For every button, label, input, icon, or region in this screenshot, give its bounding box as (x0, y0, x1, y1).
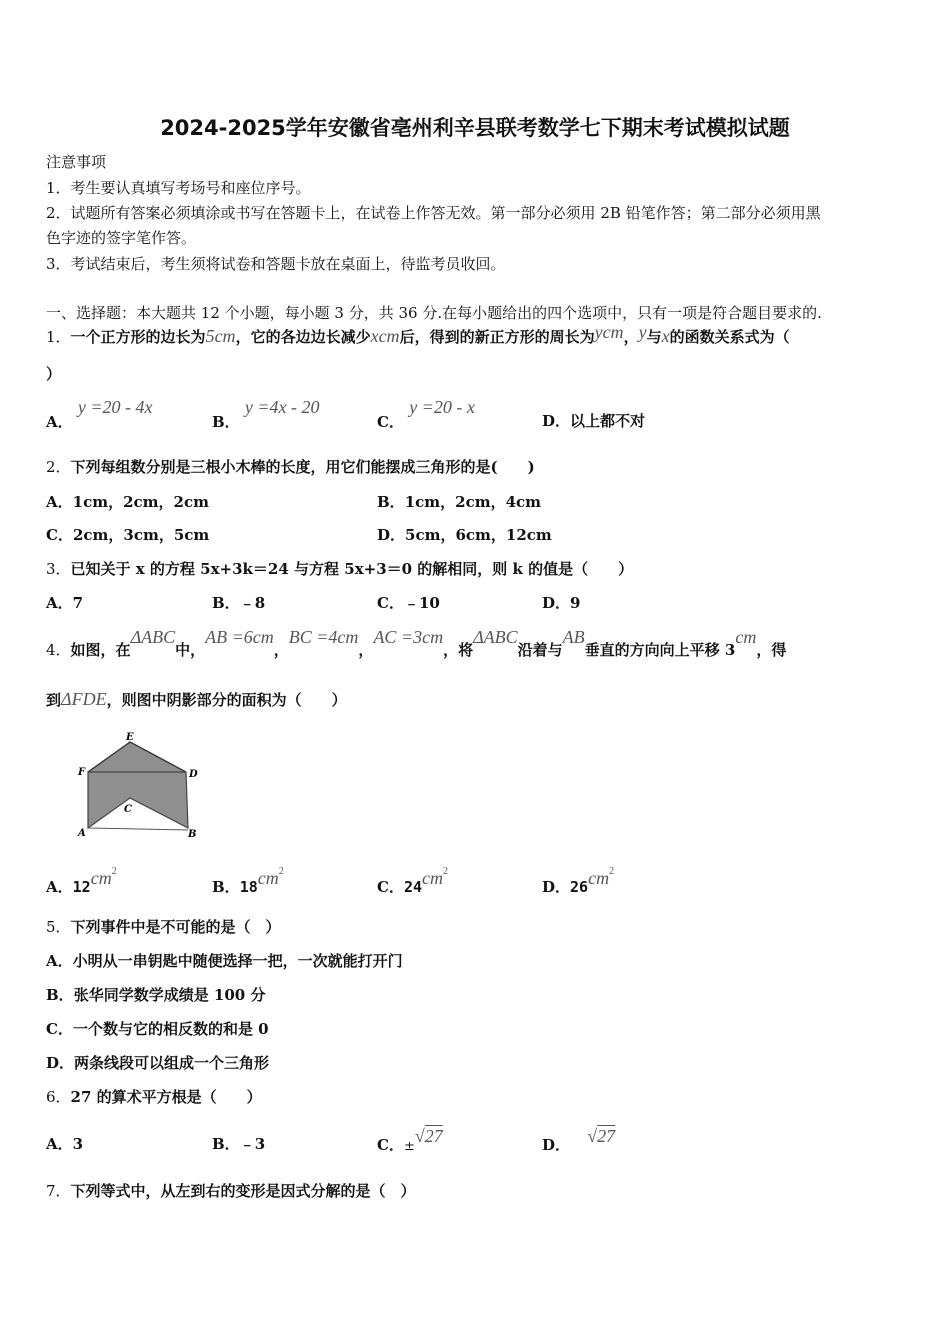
q2-option-a[interactable] (46, 492, 209, 512)
q5-option-a[interactable] (46, 951, 403, 971)
math-expr: ycm (594, 322, 624, 342)
math-expr: y =4x - 20 (244, 397, 320, 417)
option-label: B． (46, 986, 74, 1004)
radicand: 27 (424, 1126, 443, 1146)
q-text: 已知关于 x 的方程 5x+3k＝24 与方程 5x+3＝0 的解相同，则 k 的值是（ ） (70, 560, 634, 578)
math-expr: AB (562, 627, 585, 647)
q-text: 与 (646, 328, 662, 346)
option-text: ﹣10 (403, 594, 440, 612)
q-text: 沿着与 (517, 641, 563, 659)
option-label: A． (46, 952, 73, 970)
q-text: 后，得到的新正方形的周长为 (399, 328, 595, 346)
option-label: C． (46, 1020, 73, 1038)
option-label: D． (542, 594, 571, 612)
option-label: C． (377, 594, 404, 612)
question-number: 6． (46, 1088, 71, 1106)
q-text: 中， (175, 641, 206, 659)
q-text: 垂直的方向向上平移 3 (584, 641, 736, 659)
option-text: ﹣8 (239, 594, 266, 612)
option-label: D． (542, 1136, 571, 1154)
option-value: 26 (570, 878, 589, 896)
q6-option-c[interactable] (377, 1126, 443, 1157)
q-text: ，它的各边边长减少 (235, 328, 371, 346)
q-text: ，将 (443, 641, 474, 659)
q5-option-b[interactable] (46, 985, 265, 1005)
unit: cm (257, 868, 279, 888)
q1-option-c[interactable] (377, 397, 475, 432)
math-expr: AC =3cm (373, 627, 444, 647)
q3-option-d[interactable] (542, 593, 580, 613)
q-text: ，则图中阴影部分的面积为（ ） (106, 691, 347, 709)
option-label: D． (377, 526, 406, 544)
option-text: 两条线段可以组成一个三角形 (74, 1054, 270, 1072)
question-4 (46, 627, 787, 660)
q-text: 27 的算术平方根是（ ） (70, 1088, 262, 1106)
q-text: 如图，在 (70, 641, 131, 659)
question-number: 5． (46, 918, 71, 936)
segment-ab (88, 828, 188, 830)
section-heading: 一、选择题：本大题共 12 个小题，每小题 3 分，共 36 分.在每小题给出的四个选项中，只有一项是符合题目要求的. (46, 304, 822, 322)
q-text: 下列事件中是不可能的是（ ） (70, 918, 281, 936)
question-3 (46, 559, 633, 579)
q4-option-d[interactable] (542, 866, 615, 897)
unit: cm (90, 868, 112, 888)
q1-option-b[interactable] (212, 397, 320, 432)
option-label: C． (377, 1136, 404, 1154)
math-expr: AB =6cm (205, 627, 274, 647)
unit: cm (588, 868, 610, 888)
option-label: B． (377, 493, 405, 511)
option-value: 18 (239, 878, 258, 896)
notice-item: 2．试题所有答案必须填涂或书写在答题卡上，在试卷上作答无效。第一部分必须用 2B 铅笔作答；第二部分必须用黑 (46, 204, 821, 222)
q2-option-c[interactable] (46, 525, 209, 545)
q3-option-a[interactable] (46, 593, 83, 613)
q2-option-b[interactable] (377, 492, 541, 512)
option-text: 一个数与它的相反数的和是 0 (72, 1020, 269, 1038)
option-label: C． (377, 878, 404, 896)
plus-minus: ± (403, 1139, 415, 1154)
q-text: ， (273, 641, 289, 659)
option-text: 以上都不对 (570, 412, 646, 430)
option-value: 24 (403, 878, 423, 896)
option-label: C． (377, 413, 404, 431)
question-5 (46, 917, 281, 937)
label-f: F (78, 767, 86, 778)
math-expr: y =20 - x (409, 397, 475, 417)
option-text: 7 (72, 594, 84, 612)
q-text: ，得 (756, 641, 787, 659)
notice-item: 色字迹的签字笔作答。 (46, 229, 197, 247)
q1-option-a[interactable] (46, 397, 153, 432)
option-label: D． (542, 878, 571, 896)
label-a: A (78, 828, 86, 839)
unit-exponent: 2 (443, 866, 449, 877)
label-e: E (126, 732, 134, 743)
math-expr: x (661, 326, 670, 346)
sqrt-expr: √27 (587, 1126, 616, 1146)
unit-exponent: 2 (609, 866, 615, 877)
notice-heading: 注意事项 (46, 153, 107, 171)
unit-exponent: 2 (111, 866, 117, 877)
shaded-region (88, 742, 188, 828)
q5-option-c[interactable] (46, 1019, 269, 1039)
q1-continuation: ） (46, 365, 62, 383)
question-number: 7． (46, 1182, 71, 1200)
q5-option-d[interactable] (46, 1053, 269, 1073)
option-label: D． (46, 1054, 75, 1072)
math-expr: xcm (370, 326, 400, 346)
option-label: B． (212, 1135, 240, 1153)
option-text: 5cm，6cm，12cm (405, 526, 552, 544)
option-text: 3 (72, 1135, 84, 1153)
option-label: A． (46, 878, 73, 896)
label-b: B (188, 829, 197, 840)
option-text: 1cm，2cm，4cm (404, 493, 542, 511)
q-text: ， (358, 641, 374, 659)
math-expr: BC =4cm (288, 627, 359, 647)
option-label: A． (46, 493, 73, 511)
math-expr: ΔABC (473, 627, 518, 647)
sqrt-expr: √27 (414, 1126, 443, 1146)
question-number: 1． (46, 328, 71, 346)
q4-option-a[interactable] (46, 866, 117, 897)
q4-option-c[interactable] (377, 866, 449, 897)
label-c: C (124, 804, 132, 815)
q-text: 一个正方形的边长为 (70, 328, 206, 346)
translation-figure (72, 730, 212, 845)
option-label: B． (212, 878, 240, 896)
question-7 (46, 1181, 416, 1201)
math-expr: 5cm (205, 326, 236, 346)
q6-option-b[interactable] (212, 1134, 265, 1154)
q1-option-d[interactable] (542, 411, 645, 431)
page-title: 2024-2025学年安徽省亳州利辛县联考数学七下期末考试模拟试题 (160, 116, 790, 140)
option-label: A． (46, 1135, 73, 1153)
q2-option-d[interactable] (377, 525, 552, 545)
question-4-continued (46, 689, 347, 710)
math-expr: cm (735, 627, 757, 647)
unit-exponent: 2 (278, 866, 284, 877)
label-d: D (189, 769, 198, 780)
q-text: 下列等式中，从左到右的变形是因式分解的是（ ） (70, 1182, 416, 1200)
q6-option-a[interactable] (46, 1134, 83, 1154)
math-expr: y (638, 322, 647, 342)
option-label: B． (212, 594, 240, 612)
question-1 (46, 322, 790, 347)
option-text: 2cm，3cm，5cm (72, 526, 210, 544)
question-number: 3． (46, 560, 71, 578)
option-text: 9 (570, 594, 581, 612)
q3-option-b[interactable] (212, 593, 265, 613)
question-number: 2． (46, 458, 71, 476)
question-6 (46, 1087, 262, 1107)
option-label: D． (542, 412, 571, 430)
math-expr: ΔFDE (61, 689, 107, 709)
q-text: ， (623, 328, 639, 346)
option-text: ﹣3 (239, 1135, 266, 1153)
option-label: C． (46, 526, 73, 544)
option-text: 小明从一串钥匙中随便选择一把，一次就能打开门 (72, 952, 403, 970)
q4-option-b[interactable] (212, 866, 284, 897)
option-text: 张华同学数学成绩是 100 分 (73, 986, 266, 1004)
unit: cm (422, 868, 444, 888)
math-expr: y =20 - 4x (77, 397, 153, 417)
question-2 (46, 457, 535, 477)
option-label: A． (46, 413, 73, 431)
option-label: A． (46, 594, 73, 612)
q-text: 到 (46, 691, 62, 709)
notice-item: 1．考生要认真填写考场号和座位序号。 (46, 179, 311, 197)
question-number: 4． (46, 641, 71, 659)
q3-option-c[interactable] (377, 593, 440, 613)
q-text: 的函数关系式为（ (669, 328, 790, 346)
math-expr: ΔABC (130, 627, 176, 647)
option-value: 12 (72, 878, 91, 896)
q6-option-d[interactable] (542, 1126, 616, 1155)
radicand: 27 (597, 1126, 616, 1146)
q-text: 下列每组数分别是三根小木棒的长度，用它们能摆成三角形的是( ) (70, 458, 535, 476)
notice-item: 3．考试结束后，考生须将试卷和答题卡放在桌面上，待监考员收回。 (46, 255, 506, 273)
option-text: 1cm，2cm，2cm (72, 493, 209, 511)
option-label: B． (212, 413, 240, 431)
